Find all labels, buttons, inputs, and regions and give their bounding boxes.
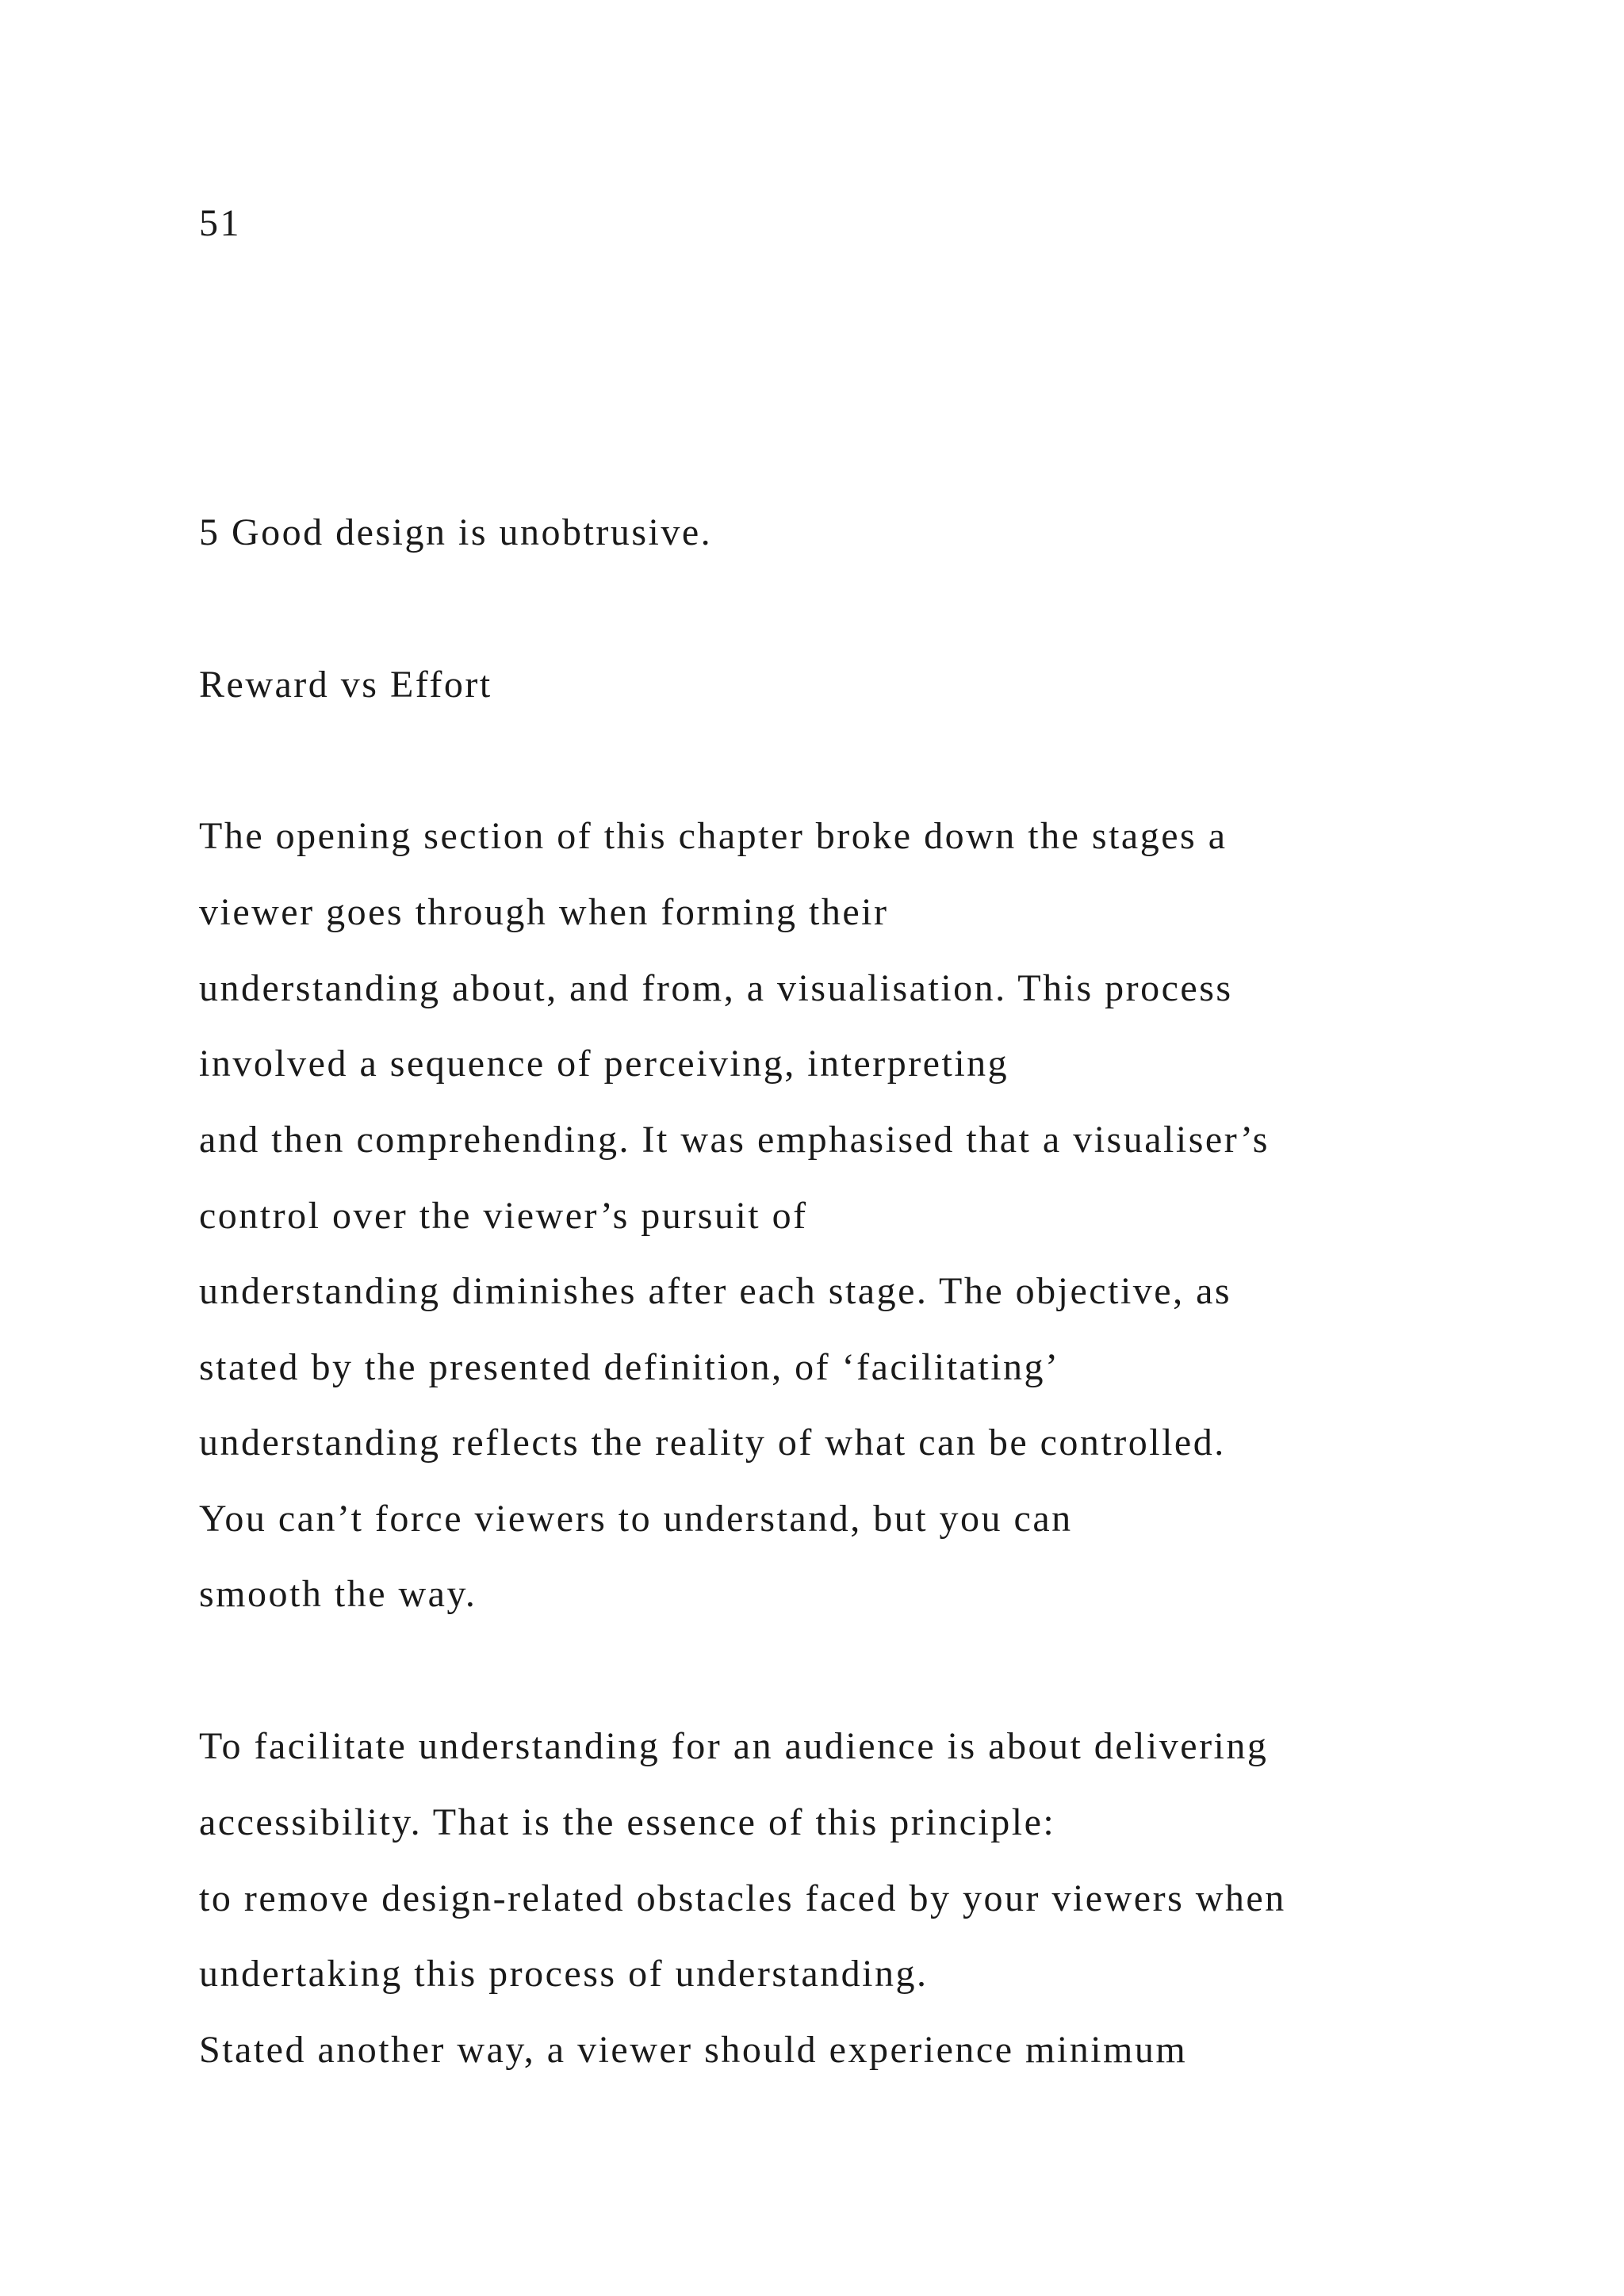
paragraph-2-line: To facilitate understanding for an audience is about delivering [199,1725,1269,1767]
paragraph-1-line: involved a sequence of perceiving, interpreting [199,1043,1009,1085]
paragraph-1-line: The opening section of this chapter broke down the stages a [199,815,1228,857]
paragraph-2-line: undertaking this process of understanding. [199,1953,929,1995]
paragraph-1-line: stated by the presented definition, of ‘facilitating’ [199,1346,1060,1388]
paragraph-1-line: smooth the way. [199,1573,477,1615]
paragraph-1-line: understanding about, and from, a visualisation. This process [199,967,1233,1009]
page-number: 51 [199,202,241,244]
section-heading: 5 Good design is unobtrusive. [199,511,713,553]
paragraph-1-line: control over the viewer’s pursuit of [199,1195,808,1237]
paragraph-1-line: and then comprehending. It was emphasised that a visualiser’s [199,1119,1270,1161]
section-subheading: Reward vs Effort [199,664,492,706]
paragraph-2-line: accessibility. That is the essence of this principle: [199,1801,1056,1843]
paragraph-1-line: understanding diminishes after each stage. The objective, as [199,1270,1232,1312]
paragraph-1-line: understanding reflects the reality of what can be controlled. [199,1422,1226,1464]
paragraph-2-line: Stated another way, a viewer should experience minimum [199,2029,1188,2071]
paragraph-2-line: to remove design-related obstacles faced by your viewers when [199,1877,1286,1919]
paragraph-1-line: You can’t force viewers to understand, but you can [199,1498,1073,1540]
paragraph-1-line: viewer goes through when forming their [199,891,889,933]
